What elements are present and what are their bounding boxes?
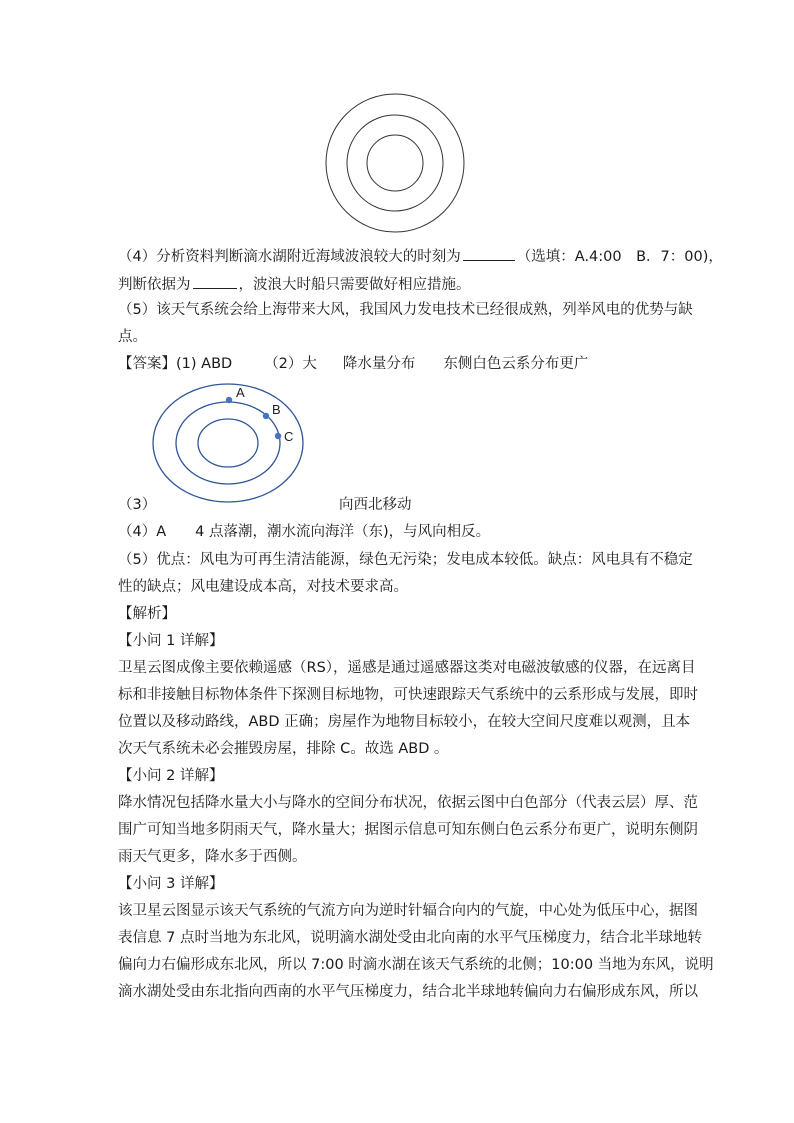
answer-part-2: （2）大 [264, 356, 317, 372]
sub2-title: 【小问 2 详解】 [118, 768, 224, 784]
sub3-title: 【小问 3 详解】 [118, 876, 224, 892]
answer-line-3 [118, 496, 156, 514]
q4-text-c: 判断依据为 [118, 277, 191, 293]
analysis-label: 【解析】 [118, 606, 176, 622]
q4-answer-blank-1[interactable] [463, 246, 515, 261]
answer-part-2c: 东侧白色云系分布更广 [443, 356, 589, 372]
q4-line-2 [118, 274, 471, 294]
sub1-line-4: 次天气系统未必会摧毁房屋，排除 C。故选 ABD 。 [118, 741, 449, 757]
point-b-label: B [272, 402, 281, 417]
sub3-line-4: 滴水湖处受由东北指向西南的水平气压梯度力，结合北半球地转偏向力右偏形成东风，所以 [118, 984, 698, 1000]
sub1-title: 【小问 1 详解】 [118, 633, 224, 649]
sub2-line-3: 雨天气更多，降水多于西侧。 [118, 849, 307, 865]
middle-circle [347, 115, 443, 211]
answer-label: 【答案】 [118, 356, 176, 372]
sub3-line-1: 该卫星云图显示该天气系统的气流方向为逆时针辐合向内的气旋，中心处为低压中心，据图 [118, 903, 698, 919]
answer-part-3-text: 向西北移动 [339, 497, 412, 513]
sub2-line-1: 降水情况包括降水量大小与降水的空间分布状况，依据云图中白色部分（代表云层）厚、范 [118, 795, 698, 811]
concentric-circles-figure [325, 92, 465, 234]
q4-line-1 [118, 246, 723, 266]
sub1-line-2: 标和非接触目标物体条件下探测目标地物，可快速跟踪天气系统中的云系形成与发展，即时 [118, 687, 698, 703]
q4-answer-blank-2[interactable] [193, 274, 237, 289]
point-a-marker [226, 397, 232, 403]
sub1-line-1: 卫星云图成像主要依赖遥感（RS），遥感是通过遥感器这类对电磁波敏感的仪器，在远离目 [118, 660, 696, 676]
inner-circle [367, 135, 423, 191]
inner-ellipse [198, 419, 258, 467]
q5-line-1: （5）该天气系统会给上海带来大风，我国风力发电技术已经很成熟，列举风电的优势与缺 [118, 302, 693, 318]
answer-part-3-label: （3） [118, 497, 157, 513]
answer-line-1 [118, 355, 588, 373]
sub3-line-3: 偏向力右偏形成东北风，所以 7:00 时滴水湖在该天气系统的北侧；10:00 当地为东风，说明 [118, 957, 714, 973]
answer-ellipse-figure [150, 383, 310, 508]
q4-text-a: （4）分析资料判断滴水湖附近海域波浪较大的时刻为 [118, 249, 461, 265]
q4-text-b: （选填：A.4:00 B．7：00)， [516, 249, 723, 265]
q4-text-d: ，波浪大时船只需要做好相应措施。 [238, 277, 471, 293]
answer-part-4: （4）A 4 点落潮，潮水流向海洋（东)，与风向相反。 [118, 524, 491, 540]
point-c-marker [275, 433, 281, 439]
sub2-line-2: 围广可知当地多阴雨天气，降水量大；据图示信息可知东侧白色云系分布更广，说明东侧阴 [118, 822, 698, 838]
answer-part-3-text-line [339, 496, 412, 514]
answer-part-5-line-1: （5）优点：风电为可再生清洁能源，绿色无污染；发电成本较低。缺点：风电具有不稳定 [118, 552, 693, 568]
answer-part-5-line-2: 性的缺点；风电建设成本高，对技术要求高。 [118, 579, 408, 595]
point-a-label: A [236, 385, 245, 400]
point-b-marker [263, 413, 269, 419]
sub3-line-2: 表信息 7 点时当地为东北风，说明滴水湖处受由北向南的水平气压梯度力，结合北半球地转 [118, 930, 702, 946]
q5-line-2: 点。 [118, 329, 147, 345]
answer-part-2b: 降水量分布 [342, 356, 416, 372]
sub1-line-3: 位置以及移动路线，ABD 正确；房屋作为地物目标较小，在较大空间尺度难以观测，且本 [118, 714, 691, 730]
point-c-label: C [284, 429, 294, 444]
answer-part-1: (1) ABD [176, 356, 233, 372]
